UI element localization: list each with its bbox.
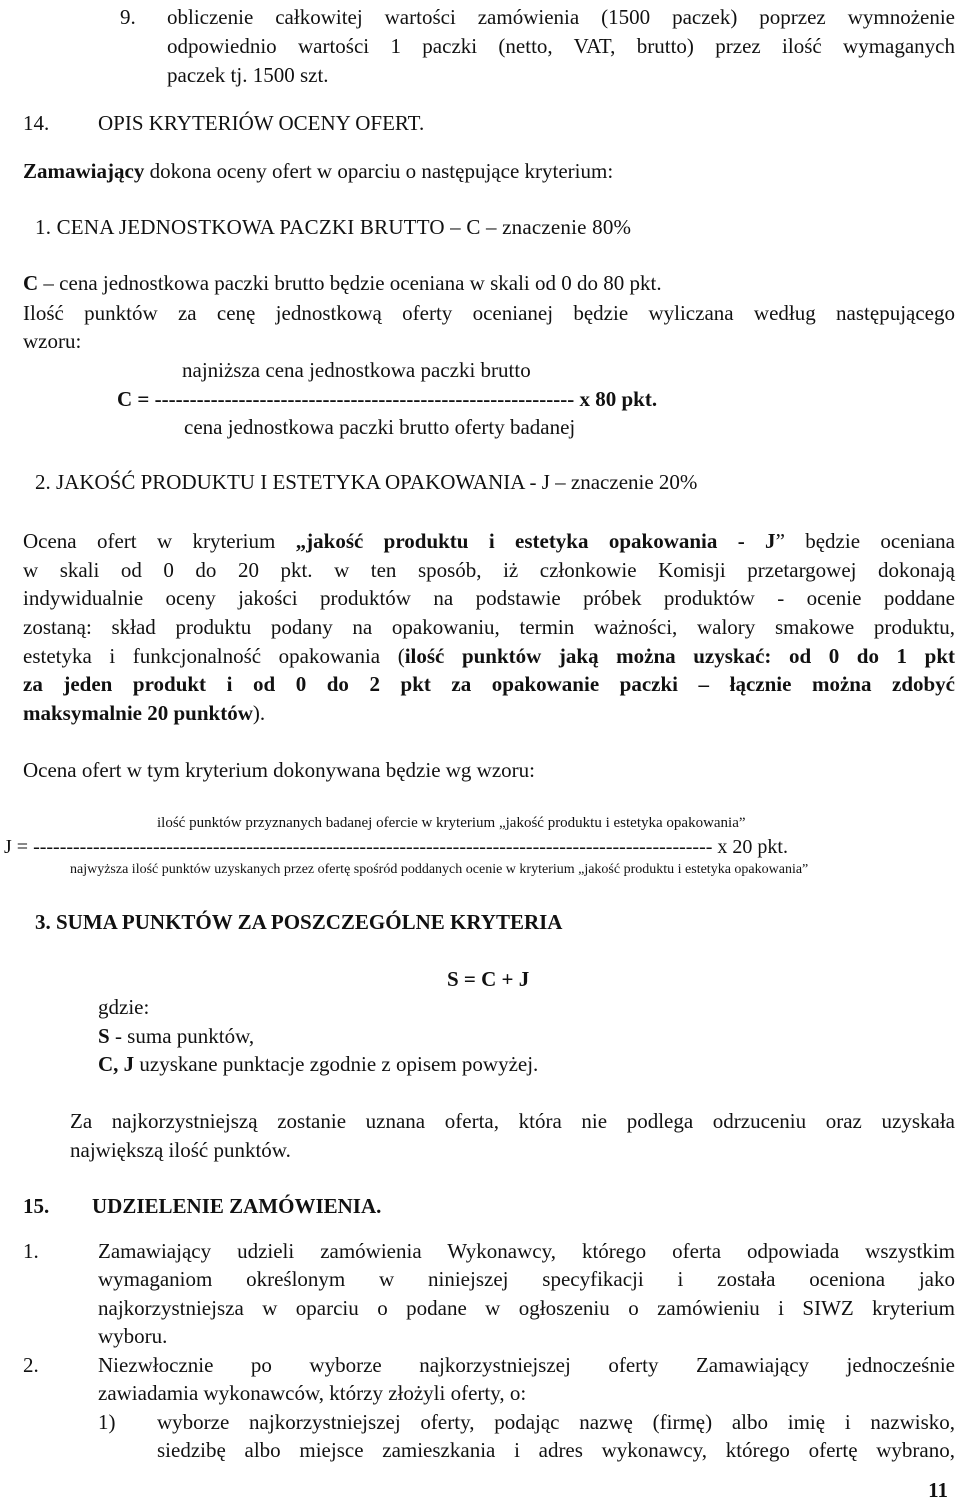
text-line: Ilość punktów za cenę jednostkową oferty ocenianej będzie wyliczana według następującego bbox=[23, 301, 955, 325]
intro-line bbox=[23, 158, 613, 184]
formula-s: S = C + J bbox=[447, 967, 530, 991]
section-number: 15. bbox=[23, 1194, 50, 1218]
text-line: paczek tj. 1500 szt. bbox=[167, 63, 329, 87]
list-number: 1. bbox=[23, 1239, 39, 1263]
text-line: obliczenie całkowitej wartości zamówienia (1500 paczek) poprzez wymnożenie bbox=[167, 5, 955, 29]
text-line: zawiadamia wykonawców, którzy złożyli oferty, o: bbox=[98, 1381, 527, 1405]
text-line: Ocena ofert w kryterium „jakość produktu i estetyka opakowania - J” będzie oceniana bbox=[23, 529, 955, 553]
text-line: wyborze najkorzystniejszej oferty, podając nazwę (firmę) albo imię i nazwisko, bbox=[157, 1410, 955, 1434]
list-number: 9. bbox=[120, 5, 136, 29]
section-title: UDZIELENIE ZAMÓWIENIA. bbox=[92, 1194, 382, 1218]
text-line: Niezwłocznie po wyborze najkorzystniejszej oferty Zamawiający jednocześnie bbox=[98, 1353, 955, 1377]
text-line: maksymalnie 20 punktów). bbox=[23, 701, 266, 725]
section-title: OPIS KRYTERIÓW OCENY OFERT. bbox=[98, 111, 425, 135]
desc-bold: C bbox=[23, 271, 39, 295]
criterion-3-heading: 3. SUMA PUNKTÓW ZA POSZCZEGÓLNE KRYTERIA bbox=[35, 910, 563, 934]
text-line: za jeden produkt i od 0 do 2 pkt za opakowanie paczki – łącznie można zdobyć bbox=[23, 672, 955, 696]
s-definition: S - suma punktów, bbox=[98, 1024, 255, 1048]
formula-j-intro: Ocena ofert w tym kryterium dokonywana będzie wg wzoru: bbox=[23, 758, 535, 782]
text-line: w skali od 0 do 20 pkt. w ten sposób, iż członkowie Komisji przetargowej dokonają bbox=[23, 558, 955, 582]
text-line: zostaną: skład produktu podany na opakowaniu, termin ważności, walory smakowe produktu, bbox=[23, 615, 955, 639]
cj-definition: C, J uzyskane punktacje zgodnie z opisem powyżej. bbox=[98, 1052, 539, 1076]
text-line: najkorzystniejsza w oparciu o podane w ogłoszeniu o zamówieniu i SIWZ kryterium bbox=[98, 1296, 955, 1320]
criterion-1-desc bbox=[23, 270, 662, 296]
text-line: estetyka i funkcjonalność opakowania (ilość punktów jaką można uzyskać: od 0 do 1 pkt bbox=[23, 644, 955, 668]
text-line: siedzibę albo miejsce zamieszkania i adres wykonawcy, którego ofertę wybrano, bbox=[157, 1438, 955, 1462]
text-line: największą ilość punktów. bbox=[70, 1138, 291, 1162]
formula-j-denominator: najwyższa ilość punktów uzyskanych przez ofertę spośród poddanych ocenie w kryterium „jakość produktu i estetyka opakowania” bbox=[70, 862, 809, 877]
list-number: 2. bbox=[23, 1353, 39, 1377]
text-line: wzoru: bbox=[23, 329, 82, 353]
formula-c-denominator: cena jednostkowa paczki brutto oferty badanej bbox=[184, 415, 576, 439]
list-number: 1) bbox=[98, 1410, 116, 1434]
formula-c-numerator: najniższa cena jednostkowa paczki brutto bbox=[182, 358, 531, 382]
text-line: odpowiednio wartości 1 paczki (netto, VAT, brutto) przez ilość wymaganych bbox=[167, 34, 955, 58]
text-line: wyboru. bbox=[98, 1324, 168, 1348]
desc-rest: – cena jednostkowa paczki brutto będzie oceniana w skali od 0 do 80 pkt. bbox=[38, 271, 662, 295]
section-number: 14. bbox=[23, 111, 50, 135]
text-line: Za najkorzystniejszą zostanie uznana oferta, która nie podlega odrzuceniu oraz uzyskała bbox=[70, 1109, 955, 1133]
text-line: indywidualnie oceny jakości produktów na podstawie próbek produktów - ocenie poddane bbox=[23, 586, 955, 610]
intro-bold: Zamawiający bbox=[23, 159, 145, 183]
text-line: Zamawiający udzieli zamówienia Wykonawcy, którego oferta odpowiada wszystkim bbox=[98, 1239, 955, 1263]
formula-j-line: J = ------------------------------------------------------------------------------------------------------ x 20 pkt. bbox=[4, 836, 788, 858]
criterion-2-heading: 2. JAKOŚĆ PRODUKTU I ESTETYKA OPAKOWANIA - J – znaczenie 20% bbox=[35, 470, 698, 494]
criterion-1-heading: 1. CENA JEDNOSTKOWA PACZKI BRUTTO – C – znaczenie 80% bbox=[35, 215, 632, 239]
where-label: gdzie: bbox=[98, 995, 150, 1019]
formula-c-line: C = ------------------------------------------------------------ x 80 pkt. bbox=[117, 387, 658, 411]
text-line: wymaganiom określonym w niniejszej specyfikacji i została oceniona jako bbox=[98, 1267, 955, 1291]
intro-rest: dokona oceny ofert w oparciu o następujące kryterium: bbox=[144, 159, 614, 183]
page-number: 11 bbox=[928, 1478, 948, 1502]
formula-j-numerator: ilość punktów przyznanych badanej ofercie w kryterium „jakość produktu i estetyka opakowania” bbox=[157, 815, 746, 831]
